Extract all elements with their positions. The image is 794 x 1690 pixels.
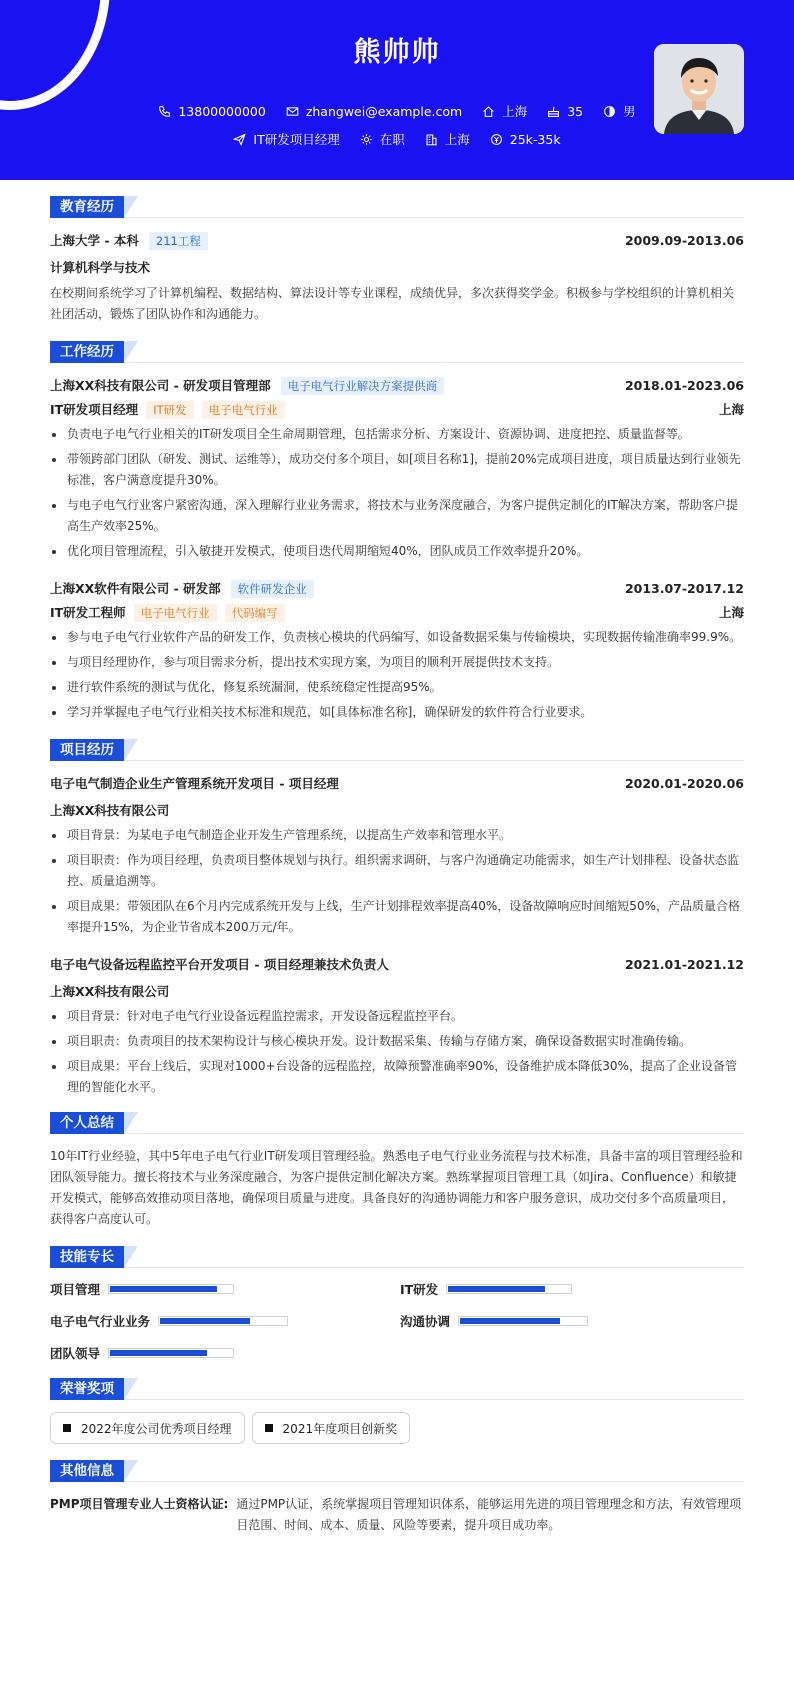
job-tag: 代码编写	[225, 604, 285, 622]
section-header	[50, 1246, 744, 1268]
other-info-text: 通过PMP认证，系统掌握项目管理知识体系，能够运用先进的项目管理理念和方法，有效管理项目范围、时间、成本、质量、风险等要素，提升项目成功率。	[236, 1497, 742, 1532]
job-role-wrap	[50, 400, 285, 419]
status-text: 在职	[379, 132, 405, 147]
award-label: 2022年度公司优秀项目经理	[81, 1421, 232, 1436]
section-header	[50, 196, 744, 218]
list-item: 进行软件系统的测试与优化，修复系统漏洞，使系统稳定性提高95%。	[50, 677, 744, 698]
job-company-wrap	[50, 579, 314, 598]
square-bullet-icon	[63, 1424, 71, 1432]
project-company: 上海XX科技有限公司	[50, 803, 170, 818]
section-header	[50, 1460, 744, 1482]
summary-text: 10年IT行业经验，其中5年电子电气行业IT研发项目管理经验。熟悉电子电气行业业务流程与技术标准，具备丰富的项目管理经验和团队领导能力。擅长将技术与业务深度融合，为客户提供定制化解决方案。熟练掌握项目管理工具（如Jira、Confluence）和敏捷开发模式，能够高效推动项目落地，确保项目质量与进度。具备良好的沟通协调能力和客户服务意识，成功交付多个高质量项目，获得客户高度认可。	[50, 1149, 743, 1226]
mail-icon	[286, 105, 299, 118]
skill-name: IT研发	[400, 1282, 439, 1297]
skill-name: 项目管理	[50, 1282, 101, 1297]
job-role: IT研发工程师	[50, 604, 126, 620]
list-item: 参与电子电气行业软件产品的研发工作，负责核心模块的代码编写，如设备数据采集与传输模块，实现数据传输准确率99.9%。	[50, 627, 744, 648]
job-period: 2013.07-2017.12	[624, 580, 744, 596]
award-label: 2021年度项目创新奖	[282, 1421, 398, 1436]
project-name: 电子电气设备远程监控平台开发项目 - 项目经理兼技术负责人	[50, 957, 389, 972]
job-bullets	[50, 424, 744, 562]
project-bullets	[50, 825, 744, 938]
award-item	[50, 1412, 245, 1444]
section-header	[50, 341, 744, 363]
job-city: 上海	[718, 605, 744, 620]
square-bullet-icon	[265, 1424, 273, 1432]
money-icon	[490, 133, 503, 146]
position-text: IT研发项目经理	[253, 132, 340, 147]
job-role: IT研发项目经理	[50, 401, 139, 417]
section-education	[50, 196, 744, 325]
phone-icon	[158, 105, 171, 118]
education-tag: 211工程	[149, 232, 208, 250]
project-name: 电子电气制造企业生产管理系统开发项目 - 项目经理	[50, 776, 339, 791]
contact-email	[286, 102, 462, 120]
phone-text: 13800000000	[178, 103, 266, 119]
job-tag: IT研发	[146, 401, 193, 419]
skill-item	[400, 1312, 744, 1330]
gender-text: 男	[623, 104, 636, 119]
job-bullets	[50, 627, 744, 723]
job-company: 上海XX科技有限公司 - 研发项目管理部	[50, 377, 271, 393]
skill-bar-fill	[110, 1286, 217, 1292]
list-item: 优化项目管理流程，引入敏捷开发模式，使项目迭代周期缩短40%，团队成员工作效率提升20%。	[50, 541, 744, 562]
other-info-row	[50, 1494, 744, 1536]
education-major: 计算机科学与技术	[50, 260, 151, 275]
list-item: 与电子电气行业客户紧密沟通，深入理解行业业务需求，将技术与业务深度融合，为客户提供定制化的IT解决方案，帮助客户提高生产效率25%。	[50, 495, 744, 537]
section-title: 个人总结	[50, 1112, 124, 1134]
awards-list	[50, 1412, 744, 1444]
skill-bar-fill	[448, 1286, 545, 1292]
award-item	[252, 1412, 411, 1444]
section-projects	[50, 739, 744, 1098]
list-item: 项目成果：带领团队在6个月内完成系统开发与上线，生产计划排程效率提高40%，设备故障响应时间缩短50%，产品质量合格率提升15%，为企业节省成本200万元/年。	[50, 896, 744, 938]
skill-bar	[458, 1316, 588, 1326]
skill-bar-fill	[110, 1350, 207, 1356]
skill-item	[400, 1280, 744, 1298]
list-item: 负责电子电气行业相关的IT研发项目全生命周期管理，包括需求分析、方案设计、资源协调、进度把控、质量监督等。	[50, 424, 744, 445]
list-item: 学习并掌握电子电气行业相关技术标准和规范，如[具体标准名称]，确保研发的软件符合行业要求。	[50, 702, 744, 723]
job-company-wrap	[50, 376, 444, 395]
project-company: 上海XX科技有限公司	[50, 984, 170, 999]
project-bullets	[50, 1006, 744, 1098]
job-company-tag: 软件研发企业	[231, 580, 314, 598]
job-intent-position	[233, 130, 339, 148]
section-skills	[50, 1246, 744, 1362]
candidate-name: 熊帅帅	[353, 37, 441, 68]
skill-item	[50, 1280, 400, 1298]
avatar-illustration	[654, 44, 744, 134]
cake-icon	[547, 105, 560, 118]
location-text: 上海	[502, 104, 528, 119]
contact-age	[547, 102, 583, 120]
job-tag: 电子电气行业	[202, 401, 285, 419]
job-head-row	[50, 375, 744, 395]
job-company-tag: 电子电气行业解决方案提供商	[281, 377, 445, 395]
contact-location	[482, 102, 527, 120]
job-role-row	[50, 602, 744, 622]
project-head-row	[50, 954, 744, 974]
section-title: 项目经历	[50, 739, 124, 761]
list-item: 与项目经理协作，参与项目需求分析，提出技术实现方案，为项目的顺利开展提供技术支持。	[50, 652, 744, 673]
skill-item	[50, 1344, 400, 1362]
section-header	[50, 1112, 744, 1134]
job-status	[360, 130, 405, 148]
skill-name: 沟通协调	[400, 1314, 451, 1329]
section-header	[50, 739, 744, 761]
home-icon	[482, 105, 495, 118]
job-salary	[490, 130, 561, 148]
contact-phone	[158, 102, 265, 120]
list-item: 项目成果：平台上线后，实现对1000+台设备的远程监控，故障预警准确率90%，设备维护成本降低30%，提高了企业设备管理的智能化水平。	[50, 1056, 744, 1098]
job-tag: 电子电气行业	[134, 604, 217, 622]
project-entry	[50, 773, 744, 938]
job-role-row	[50, 399, 744, 419]
section-title: 工作经历	[50, 341, 124, 363]
section-title: 荣誉奖项	[50, 1378, 124, 1400]
job-city: 上海	[718, 402, 744, 417]
project-entry	[50, 954, 744, 1098]
project-head-row	[50, 773, 744, 793]
education-school: 上海大学 - 本科	[50, 232, 139, 248]
education-desc: 在校期间系统学习了计算机编程、数据结构、算法设计等专业课程，成绩优异，多次获得奖学金。积极参与学校组织的计算机相关社团活动，锻炼了团队协作和沟通能力。	[50, 286, 735, 321]
building-icon	[425, 133, 438, 146]
job-role-wrap	[50, 603, 285, 622]
skill-name: 团队领导	[50, 1346, 101, 1361]
section-header	[50, 1378, 744, 1400]
job-company: 上海XX软件有限公司 - 研发部	[50, 580, 221, 596]
list-item: 项目背景：为某电子电气制造企业开发生产管理系统，以提高生产效率和管理水平。	[50, 825, 744, 846]
skill-bar-fill	[160, 1318, 250, 1324]
section-title: 教育经历	[50, 196, 124, 218]
skill-bar	[158, 1316, 288, 1326]
skill-bar	[108, 1348, 234, 1358]
salary-text: 25k-35k	[509, 131, 561, 147]
gender-icon	[603, 105, 616, 118]
skill-bar-fill	[460, 1318, 560, 1324]
job-head-row	[50, 578, 744, 598]
job-period: 2018.01-2023.06	[624, 377, 744, 393]
section-title: 技能专长	[50, 1246, 124, 1268]
list-item: 项目职责：作为项目经理，负责项目整体规划与执行。组织需求调研，与客户沟通确定功能需求，如生产计划排程、设备状态监控、质量追溯等。	[50, 850, 744, 892]
resume-header	[0, 0, 794, 180]
section-other	[50, 1460, 744, 1536]
profile-photo	[654, 44, 744, 134]
send-icon	[233, 133, 246, 146]
list-item: 带领跨部门团队（研发、测试、运维等），成功交付多个项目，如[项目名称1]，提前20%完成项目进度，项目质量达到行业领先标准，客户满意度提升30%。	[50, 449, 744, 491]
education-school-wrap	[50, 231, 208, 250]
skill-bar	[446, 1284, 572, 1294]
other-info-label: PMP项目管理专业人士资格认证:	[50, 1497, 229, 1511]
resume-content	[50, 196, 744, 1536]
section-awards	[50, 1378, 744, 1444]
skill-bar	[108, 1284, 234, 1294]
list-item: 项目背景：针对电子电气行业设备远程监控需求，开发设备远程监控平台。	[50, 1006, 744, 1027]
skill-item	[50, 1312, 400, 1330]
email-text: zhangwei@example.com	[305, 103, 463, 119]
job-entry	[50, 375, 744, 562]
job-city	[425, 130, 470, 148]
age-text: 35	[567, 103, 584, 119]
gear-icon	[360, 133, 373, 146]
section-title: 其他信息	[50, 1460, 124, 1482]
contact-gender	[603, 102, 636, 120]
section-summary	[50, 1112, 744, 1230]
list-item: 项目职责：负责项目的技术架构设计与核心模块开发。设计数据采集、传输与存储方案，确保设备数据实时准确传输。	[50, 1031, 744, 1052]
education-period: 2009.09-2013.06	[624, 232, 744, 248]
city-text: 上海	[444, 132, 470, 147]
job-entry	[50, 578, 744, 723]
skill-name: 电子电气行业业务	[50, 1314, 151, 1329]
section-work	[50, 341, 744, 723]
project-period: 2021.01-2021.12	[624, 956, 744, 972]
education-row	[50, 230, 744, 250]
project-period: 2020.01-2020.06	[624, 775, 744, 791]
skills-grid	[50, 1280, 744, 1362]
